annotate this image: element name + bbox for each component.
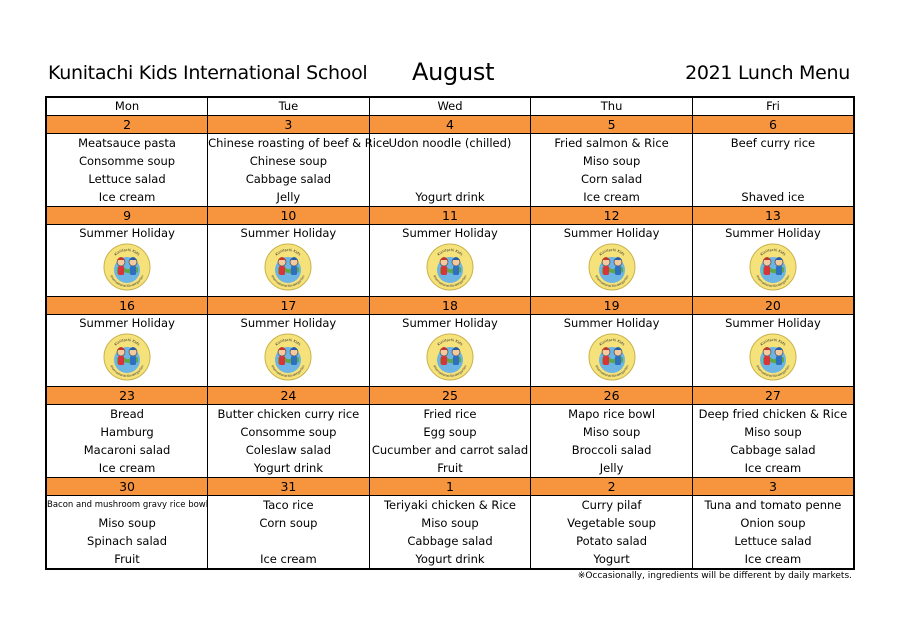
- school-logo-icon: [103, 243, 151, 291]
- menu-item: Fried salmon & Rice: [554, 136, 669, 150]
- svg-text:International Kindergarten: International Kindergarten: [432, 364, 468, 379]
- date-cell: 24: [208, 387, 370, 405]
- school-logo-icon: [426, 243, 474, 291]
- menu-cell: [208, 496, 370, 570]
- holiday-cell: [531, 315, 693, 387]
- holiday-cell: [692, 225, 854, 297]
- month-title: August: [412, 58, 495, 86]
- menu-cell: [46, 134, 208, 207]
- menu-item: Teriyaki chicken & Rice: [383, 498, 516, 512]
- svg-text:Kunitachi Kids: Kunitachi Kids: [759, 247, 787, 257]
- menu-cell: [692, 134, 854, 207]
- holiday-cell: [208, 225, 370, 297]
- date-cell: 2: [531, 478, 693, 496]
- svg-text:International Kindergarten: International Kindergarten: [593, 364, 630, 379]
- page-header: [0, 58, 900, 92]
- svg-text:Kunitachi Kids: Kunitachi Kids: [436, 247, 464, 257]
- school-logo-icon: [749, 333, 797, 381]
- svg-text:Kunitachi Kids: Kunitachi Kids: [759, 337, 787, 347]
- menu-item: Mapo rice bowl: [568, 407, 656, 421]
- menu-item: Fried rice: [423, 407, 477, 421]
- school-logo-icon: [749, 243, 797, 291]
- menu-cell: [46, 405, 208, 478]
- menu-item: Miso soup: [98, 516, 156, 530]
- school-logo-icon: [264, 243, 312, 291]
- menu-item: Consomme soup: [240, 425, 337, 439]
- menu-item: Yogurt drink: [415, 190, 485, 204]
- svg-text:International Kindergarten: International Kindergarten: [270, 274, 306, 289]
- svg-text:Kunitachi Kids: Kunitachi Kids: [436, 337, 464, 347]
- date-cell: 18: [369, 297, 531, 315]
- menu-item: Butter chicken curry rice: [217, 407, 360, 421]
- menu-item: Beef curry rice: [730, 136, 816, 150]
- holiday-label: Summer Holiday: [725, 316, 821, 330]
- menu-cell: [531, 134, 693, 207]
- menu-item: Fruit: [114, 552, 140, 566]
- menu-item: Deep fried chicken & Rice: [698, 407, 848, 421]
- holiday-label: Summer Holiday: [563, 316, 660, 330]
- svg-text:Kunitachi Kids: Kunitachi Kids: [274, 247, 302, 257]
- menu-item: Miso soup: [582, 425, 641, 439]
- menu-item: Tuna and tomato penne: [704, 498, 842, 512]
- menu-item: Lettuce salad: [88, 172, 166, 186]
- menu-item: [693, 170, 853, 188]
- date-cell: 27: [692, 387, 854, 405]
- menu-item: Cucumber and carrot salad: [371, 443, 529, 457]
- school-logo-icon: [588, 243, 636, 291]
- holiday-label: Summer Holiday: [240, 316, 337, 330]
- menu-item: [208, 532, 369, 550]
- svg-text:International Kindergarten: International Kindergarten: [755, 274, 791, 289]
- menu-item: Hamburg: [100, 425, 154, 439]
- menu-item: Ice cream: [744, 461, 802, 475]
- menu-item: Cabbage salad: [245, 172, 332, 186]
- menu-item: Chinese soup: [249, 154, 327, 168]
- menu-item: Ice cream: [98, 461, 156, 475]
- date-cell: 23: [46, 387, 208, 405]
- menu-item: Yogurt: [593, 552, 630, 566]
- menu-item: Meatsauce pasta: [78, 136, 176, 150]
- school-logo-icon: [588, 333, 636, 381]
- menu-item: Miso soup: [744, 425, 802, 439]
- menu-item: Broccoli salad: [571, 443, 652, 457]
- svg-text:International Kindergarten: International Kindergarten: [593, 274, 630, 289]
- date-cell: 2: [46, 116, 208, 134]
- menu-item: Bacon and mushroom gravy rice bowl: [47, 500, 209, 510]
- date-cell: 13: [692, 207, 854, 225]
- holiday-label: Summer Holiday: [79, 226, 175, 240]
- menu-row: [46, 225, 854, 297]
- menu-item: Onion soup: [740, 516, 806, 530]
- date-row: [46, 297, 854, 315]
- date-row: [46, 387, 854, 405]
- holiday-cell: [46, 225, 208, 297]
- day-name: Tue: [208, 97, 370, 116]
- date-cell: 10: [208, 207, 370, 225]
- menu-cell: [46, 496, 208, 570]
- date-row: [46, 116, 854, 134]
- school-logo-icon: [426, 333, 474, 381]
- menu-item: Jelly: [276, 190, 301, 204]
- menu-item: Lettuce salad: [734, 534, 812, 548]
- menu-item: Fruit: [437, 461, 463, 475]
- menu-item: Ice cream: [98, 190, 156, 204]
- menu-item: Potato salad: [576, 534, 648, 548]
- svg-text:International Kindergarten: International Kindergarten: [109, 364, 145, 379]
- menu-item: Bread: [110, 407, 144, 421]
- holiday-label: Summer Holiday: [563, 226, 660, 240]
- menu-cell: [369, 134, 531, 207]
- menu-cell: [692, 405, 854, 478]
- menu-item: Ice cream: [260, 552, 317, 566]
- footnote: ※Occasionally, ingredients will be different by daily markets.: [577, 571, 852, 581]
- menu-item: Shaved ice: [741, 190, 805, 204]
- date-cell: 9: [46, 207, 208, 225]
- menu-cell: [208, 405, 370, 478]
- date-cell: 3: [208, 116, 370, 134]
- menu-item: Miso soup: [582, 154, 641, 168]
- menu-item: Yogurt drink: [253, 461, 323, 475]
- day-name: Mon: [46, 97, 208, 116]
- menu-row: [46, 315, 854, 387]
- menu-item: Cabbage salad: [730, 443, 816, 457]
- svg-text:Kunitachi Kids: Kunitachi Kids: [274, 337, 302, 347]
- school-logo-icon: [103, 333, 151, 381]
- holiday-cell: [208, 315, 370, 387]
- school-name: Kunitachi Kids International School: [48, 62, 368, 84]
- menu-item: Udon noodle (chilled): [388, 136, 512, 150]
- menu-item: Curry pilaf: [581, 498, 642, 512]
- date-cell: 20: [692, 297, 854, 315]
- menu-cell: [531, 496, 693, 570]
- date-row: [46, 207, 854, 225]
- holiday-label: Summer Holiday: [240, 226, 337, 240]
- svg-text:Kunitachi Kids: Kunitachi Kids: [598, 247, 626, 257]
- svg-text:International Kindergarten: International Kindergarten: [432, 274, 468, 289]
- menu-cell: [531, 405, 693, 478]
- menu-cell: [692, 496, 854, 570]
- menu-row: [46, 405, 854, 478]
- menu-cell: [369, 496, 531, 570]
- menu-item: Coleslaw salad: [245, 443, 331, 457]
- menu-item: [693, 152, 853, 170]
- date-cell: 6: [692, 116, 854, 134]
- svg-text:International Kindergarten: International Kindergarten: [270, 364, 306, 379]
- menu-item: Yogurt drink: [415, 552, 485, 566]
- svg-text:International Kindergarten: International Kindergarten: [755, 364, 791, 379]
- day-name: Wed: [369, 97, 531, 116]
- day-name: Fri: [692, 97, 854, 116]
- date-cell: 1: [369, 478, 531, 496]
- holiday-cell: [46, 315, 208, 387]
- menu-item: Egg soup: [423, 425, 477, 439]
- date-cell: 11: [369, 207, 531, 225]
- svg-text:International Kindergarten: International Kindergarten: [109, 274, 145, 289]
- menu-cell: [369, 405, 531, 478]
- holiday-label: Summer Holiday: [402, 316, 498, 330]
- menu-item: Taco rice: [263, 498, 314, 512]
- menu-item: [370, 170, 531, 188]
- holiday-label: Summer Holiday: [725, 226, 821, 240]
- date-cell: 16: [46, 297, 208, 315]
- holiday-cell: [369, 315, 531, 387]
- day-name: Thu: [531, 97, 693, 116]
- menu-item: Corn soup: [259, 516, 318, 530]
- menu-item: Cabbage salad: [407, 534, 493, 548]
- menu-item: Spinach salad: [87, 534, 168, 548]
- date-cell: 17: [208, 297, 370, 315]
- date-cell: 3: [692, 478, 854, 496]
- menu-item: Corn salad: [581, 172, 643, 186]
- holiday-label: Summer Holiday: [402, 226, 498, 240]
- school-logo-icon: [264, 333, 312, 381]
- date-cell: 26: [531, 387, 693, 405]
- menu-item: Macaroni salad: [83, 443, 171, 457]
- day-name-row: [46, 97, 854, 116]
- menu-item: Jelly: [599, 461, 624, 475]
- menu-row: [46, 134, 854, 207]
- lunch-menu-table: [45, 96, 855, 570]
- holiday-cell: [531, 225, 693, 297]
- date-row: [46, 478, 854, 496]
- menu-cell: [208, 134, 390, 207]
- menu-item: Vegetable soup: [567, 516, 656, 530]
- menu-item: Ice cream: [744, 552, 802, 566]
- date-cell: 25: [369, 387, 531, 405]
- date-cell: 4: [369, 116, 531, 134]
- menu-item: [370, 152, 531, 170]
- holiday-cell: [369, 225, 531, 297]
- date-cell: 31: [208, 478, 370, 496]
- svg-text:Kunitachi Kids: Kunitachi Kids: [598, 337, 626, 347]
- date-cell: 19: [531, 297, 693, 315]
- menu-item: Consomme soup: [78, 154, 176, 168]
- menu-row: [46, 496, 854, 570]
- date-cell: 5: [531, 116, 693, 134]
- date-cell: 12: [531, 207, 693, 225]
- holiday-label: Summer Holiday: [79, 316, 175, 330]
- svg-text:Kunitachi Kids: Kunitachi Kids: [113, 247, 141, 257]
- svg-text:Kunitachi Kids: Kunitachi Kids: [113, 337, 141, 347]
- menu-title: 2021 Lunch Menu: [685, 62, 850, 84]
- date-cell: 30: [46, 478, 208, 496]
- menu-item: Ice cream: [583, 190, 640, 204]
- menu-item: Miso soup: [421, 516, 479, 530]
- holiday-cell: [692, 315, 854, 387]
- menu-item: Chinese roasting of beef & Rice: [208, 136, 390, 150]
